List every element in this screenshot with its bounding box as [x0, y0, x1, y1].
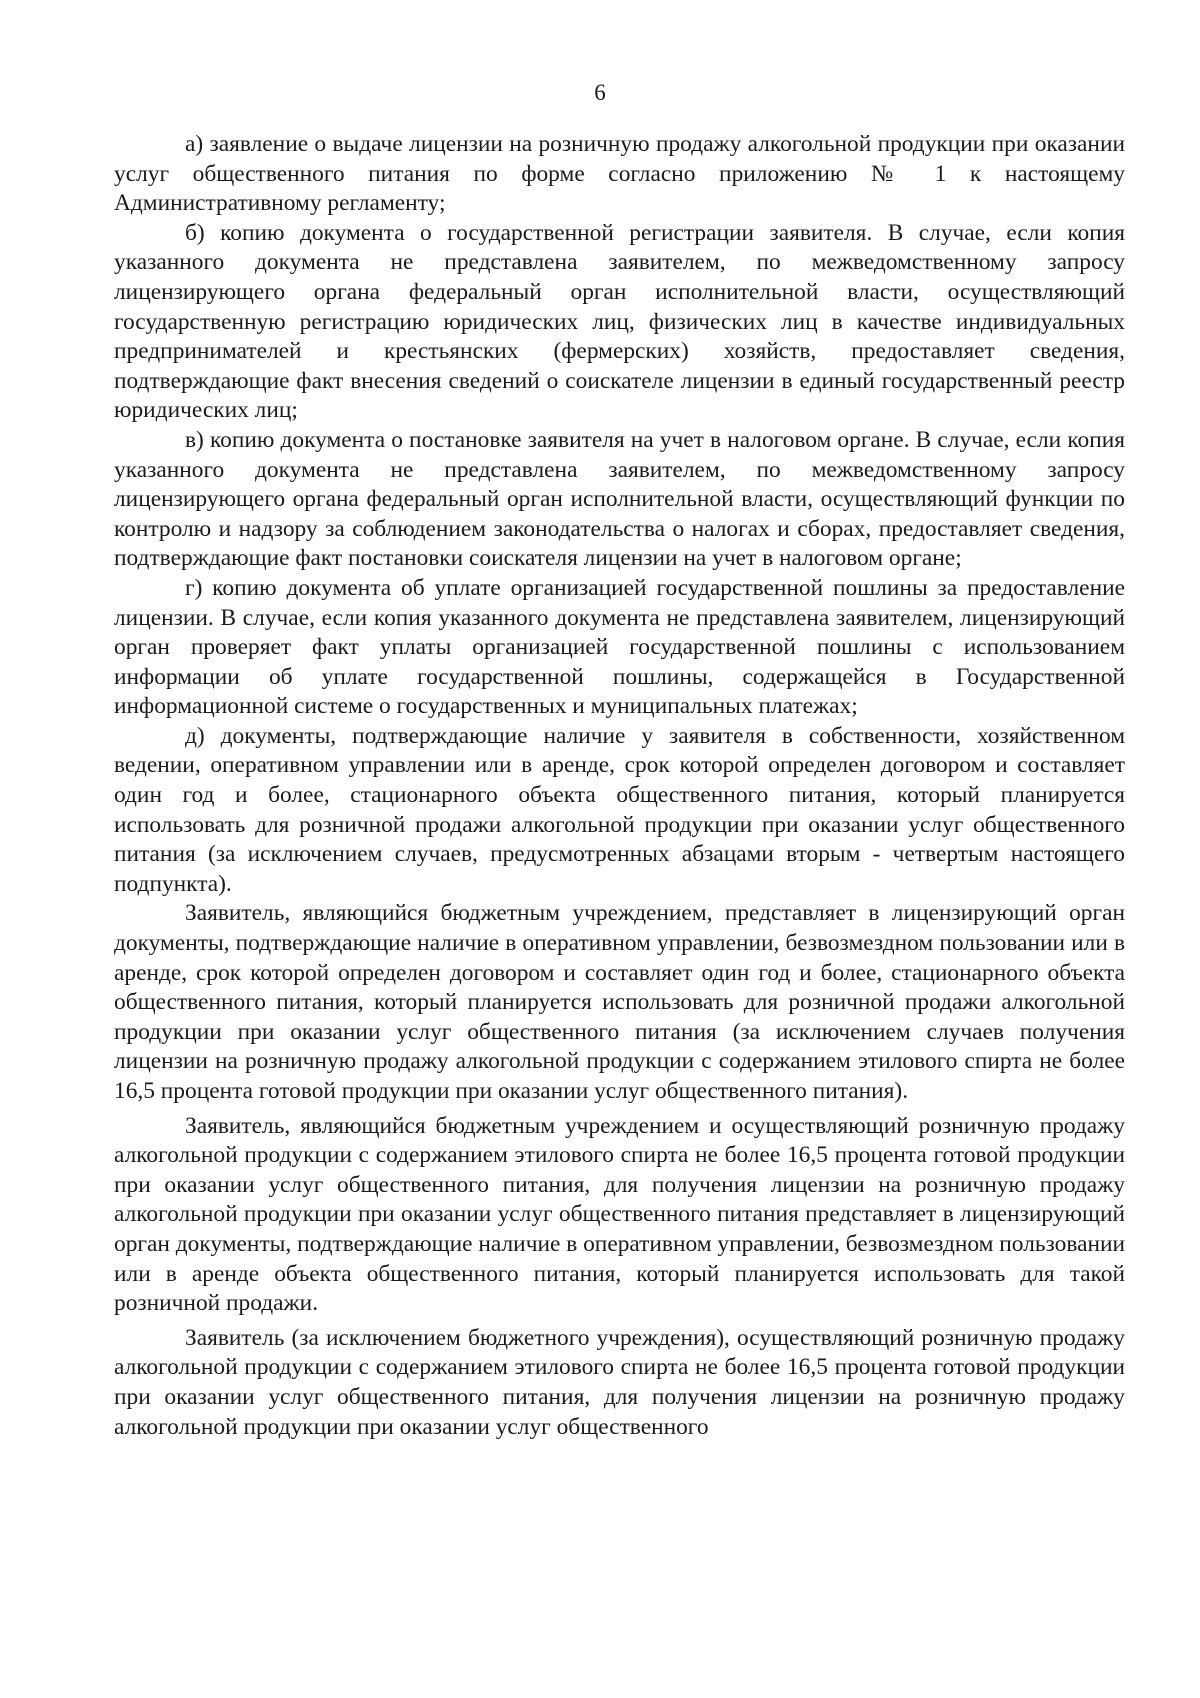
paragraph-g: г) копию документа об уплате организацией государственной пошлины за предоставление лицензии. В случае, если копия указанного документа не представлена заявителем, лицензирующий орган проверяет факт уплаты организацией государственной пошлины с использованием информации об уплате государственной пошлины, содержащейся в Государственной информационной системе о государственных и муниципальных платежах;	[114, 574, 1125, 720]
paragraph-d: д) документы, подтверждающие наличие у заявителя в собственности, хозяйственном ведении, оперативном управлении или в аренде, срок которой определен договором и составляет один год и более, стационарного объекта общественного питания, который планируется использовать для розничной продажи алкогольной продукции при оказании услуг общественного питания (за исключением случаев, предусмотренных абзацами вторым - четвертым настоящего подпункта).	[114, 722, 1125, 897]
paragraph-budget-institution-retail: Заявитель, являющийся бюджетным учреждением и осуществляющий розничную продажу алкогольной продукции с содержанием этилового спирта не более 16,5 процента готовой продукции при оказании услуг общественного питания, для получения лицензии на розничную продажу алкогольной продукции при оказании услуг общественного питания представляет в лицензирующий орган документы, подтверждающие наличие в оперативном управлении, безвозмездном пользовании или в аренде объекта общественного питания, который планируется использовать для такой розничной продажи.	[114, 1112, 1126, 1317]
paragraph-a: а) заявление о выдаче лицензии на розничную продажу алкогольной продукции при оказании услуг общественного питания по форме согласно приложению № 1 к настоящему Административному регламенту;	[114, 131, 1125, 217]
page-number: 6	[594, 80, 606, 105]
paragraph-budget-institution: Заявитель, являющийся бюджетным учреждением, представляет в лицензирующий орган документы, подтверждающие наличие в оперативном управлении, безвозмездном пользовании или в аренде, срок которой определен договором и составляет один год и более, стационарного объекта общественного питания, который планируется использовать для розничной продажи алкогольной продукции при оказании услуг общественного питания (за исключением случаев получения лицензии на розничную продажу алкогольной продукции с содержанием этилового спирта не более 16,5 процента готовой продукции при оказании услуг общественного питания).	[114, 900, 1125, 1104]
document-body	[114, 130, 1125, 1442]
paragraph-v: в) копию документа о постановке заявителя на учет в налоговом органе. В случае, если копия указанного документа не представлена заявителем, по межведомственному запросу лицензирующего органа федеральный орган исполнительной власти, осуществляющий функции по контролю и надзору за соблюдением законодательства о налогах и сборах, предоставляет сведения, подтверждающие факт постановки соискателя лицензии на учет в налоговом органе;	[114, 426, 1125, 572]
paragraph-non-budget-applicant: Заявитель (за исключением бюджетного учреждения), осуществляющий розничную продажу алкогольной продукции с содержанием этилового спирта не более 16,5 процента готовой продукции при оказании услуг общественного питания, для получения лицензии на розничную продажу алкогольной продукции при оказании услуг общественного	[114, 1324, 1125, 1440]
paragraph-b: б) копию документа о государственной регистрации заявителя. В случае, если копия указанного документа не представлена заявителем, по межведомственному запросу лицензирующего органа федеральный орган исполнительной власти, осуществляющий государственную регистрацию юридических лиц, физических лиц в качестве индивидуальных предпринимателей и крестьянских (фермерских) хозяйств, предоставляет сведения, подтверждающие факт внесения сведений о соискателе лицензии в единый государственный реестр юридических лиц;	[114, 219, 1125, 424]
